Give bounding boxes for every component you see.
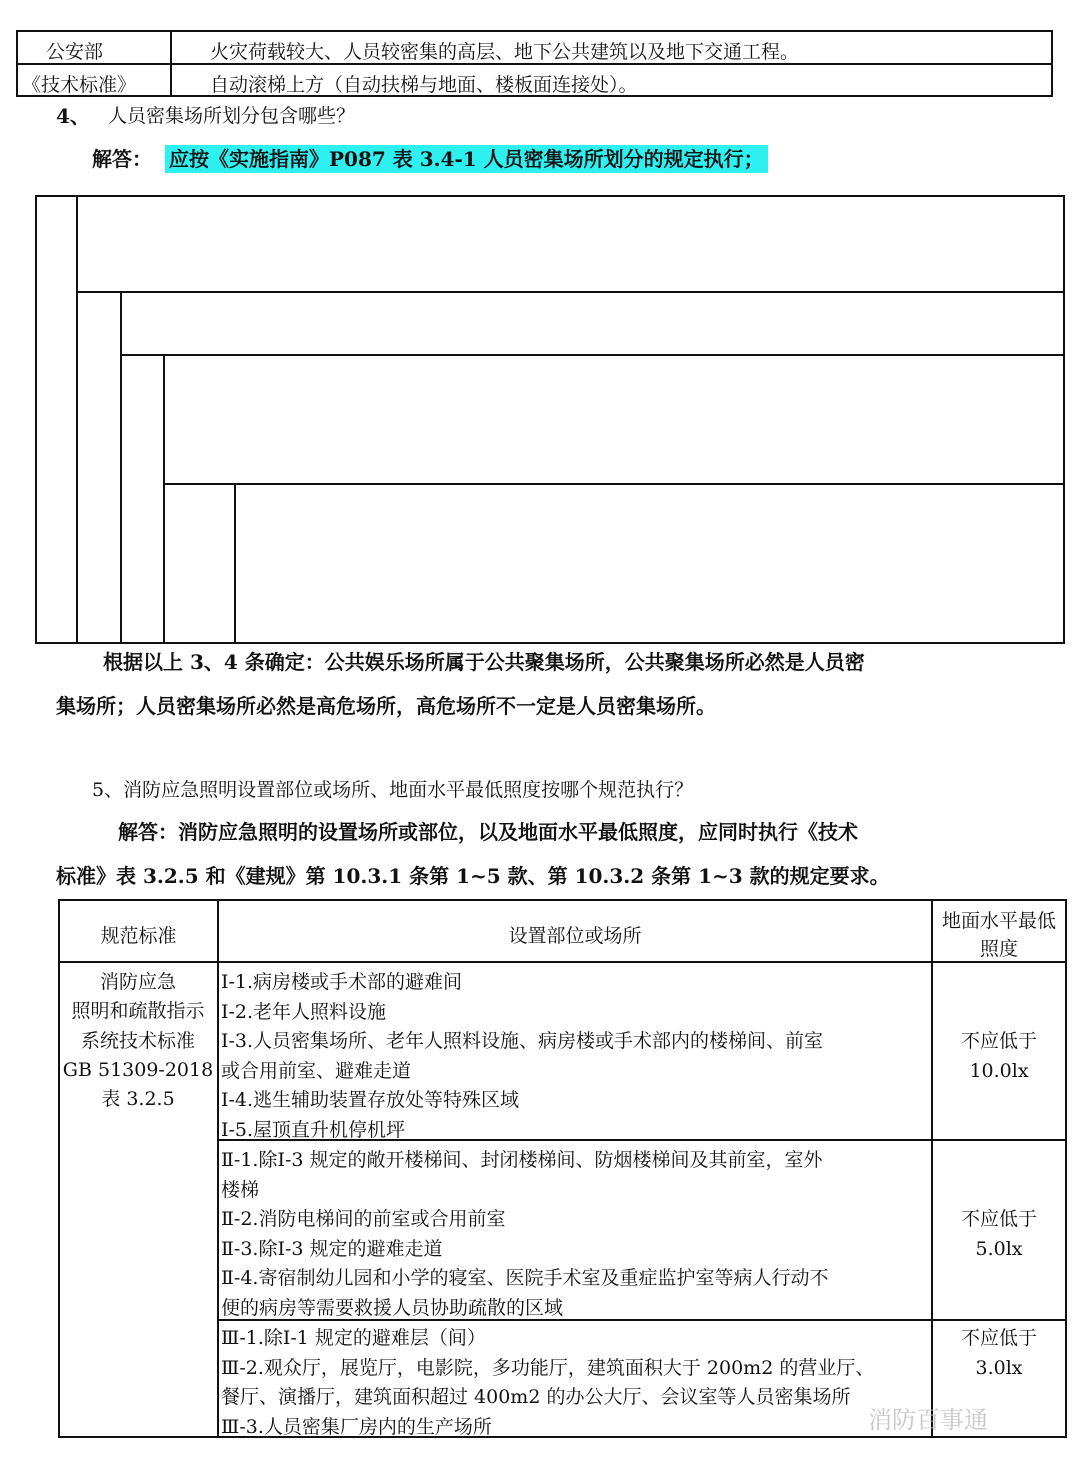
q5-question: 5、消防应急照明设置部位或场所、地面水平最低照度按哪个规范执行？ [92,779,694,801]
header-standard: 规范标准 [100,925,177,947]
location-line: Ⅲ-3.人员密集厂房内的生产场所 [221,1415,492,1438]
divider [163,354,165,644]
divider [170,30,172,97]
standard-line: 系统技术标准 [80,1029,195,1052]
standard-line: 表 3.2.5 [101,1088,175,1111]
location-line: Ⅱ-4.寄宿制幼儿园和小学的寝室、医院手术室及重症监护室等病人行动不 [221,1267,829,1289]
min-illuminance: 3.0lx [975,1356,1023,1379]
standard-line: 消防应急 [99,971,176,993]
min-illuminance: 不应低于 [960,1327,1037,1349]
location-line: Ⅰ-4.逃生辅助装置存放处等特殊区域 [221,1089,520,1111]
conclusion-line: 根据以上 3、4 条确定：公共娱乐场所属于公共聚集场所，公共聚集场所必然是人员密 [103,650,865,674]
divider [58,961,1067,963]
standard-line: 照明和疏散指示 [71,1000,205,1023]
location-line: Ⅰ-3.人员密集场所、老年人照料设施、病房楼或手术部内的楼梯间、前室 [221,1030,824,1052]
watermark: 消防百事通 [868,1406,988,1434]
location-line: 或合用前室、避难走道 [221,1059,412,1082]
min-illuminance: 5.0lx [975,1237,1023,1260]
q5-answer: 标准》表 3.2.5 和《建规》第 10.3.1 条第 1~5 款、第 10.3.2 条第 1~3 款的规定要求。 [56,864,890,888]
top-table-cell: 公安部 [46,41,104,63]
divider [234,483,236,644]
divider [163,483,1065,485]
header-illuminance: 地面水平最低 [941,910,1056,932]
min-illuminance: 不应低于 [960,1030,1037,1052]
divider [76,291,1065,293]
q4-number: 4、 [56,104,90,128]
location-line: Ⅱ-2.消防电梯间的前室或合用前室 [221,1208,506,1230]
location-line: Ⅱ-3.除Ⅰ-3 规定的避难走道 [221,1237,443,1260]
location-line: 便的病房等需要救援人员协助疏散的区域 [221,1296,564,1319]
location-line: 楼梯 [221,1178,260,1201]
location-line: Ⅱ-1.除Ⅰ-3 规定的敞开楼梯间、封闭楼梯间、防烟楼梯间及其前室，室外 [221,1149,823,1171]
top-table-cell: 火灾荷载较大、人员较密集的高层、地下公共建筑以及地下交通工程。 [210,41,800,63]
divider [120,354,1065,356]
q4-answer-label: 解答： [92,147,152,171]
divider [120,291,122,644]
divider [76,195,78,644]
location-line: Ⅰ-5.屋顶直升机停机坪 [221,1118,406,1141]
location-line: Ⅲ-1.除Ⅰ-1 规定的避难层（间） [221,1327,486,1349]
location-line: 餐厅、演播厅，建筑面积超过 400m2 的办公大厅、会议室等人员密集场所 [221,1386,851,1408]
q4-answer: 应按《实施指南》P087 表 3.4-1 人员密集场所划分的规定执行； [165,145,768,173]
top-table-cell: 《技术标准》 [22,74,137,96]
min-illuminance: 10.0lx [969,1059,1029,1082]
min-illuminance: 不应低于 [960,1208,1037,1230]
top-table-cell: 自动滚梯上方（自动扶梯与地面、楼板面连接处）。 [210,74,638,96]
q4-question: 人员密集场所划分包含哪些？ [108,105,356,127]
conclusion-line: 集场所；人员密集场所必然是高危场所，高危场所不一定是人员密集场所。 [56,694,716,718]
location-line: Ⅰ-1.病房楼或手术部的避难间 [221,971,463,993]
header-location: 设置部位或场所 [508,925,642,947]
empty-table [35,195,1065,644]
location-line: Ⅰ-2.老年人照料设施 [221,1000,387,1023]
location-line: Ⅲ-2.观众厅，展览厅，电影院，多功能厅，建筑面积大于 200m2 的营业厅、 [221,1356,875,1379]
q5-answer: 解答：消防应急照明的设置场所或部位，以及地面水平最低照度，应同时执行《技术 [118,820,858,844]
header-illuminance: 照度 [979,938,1018,960]
standard-line: GB 51309-2018 [62,1058,214,1081]
